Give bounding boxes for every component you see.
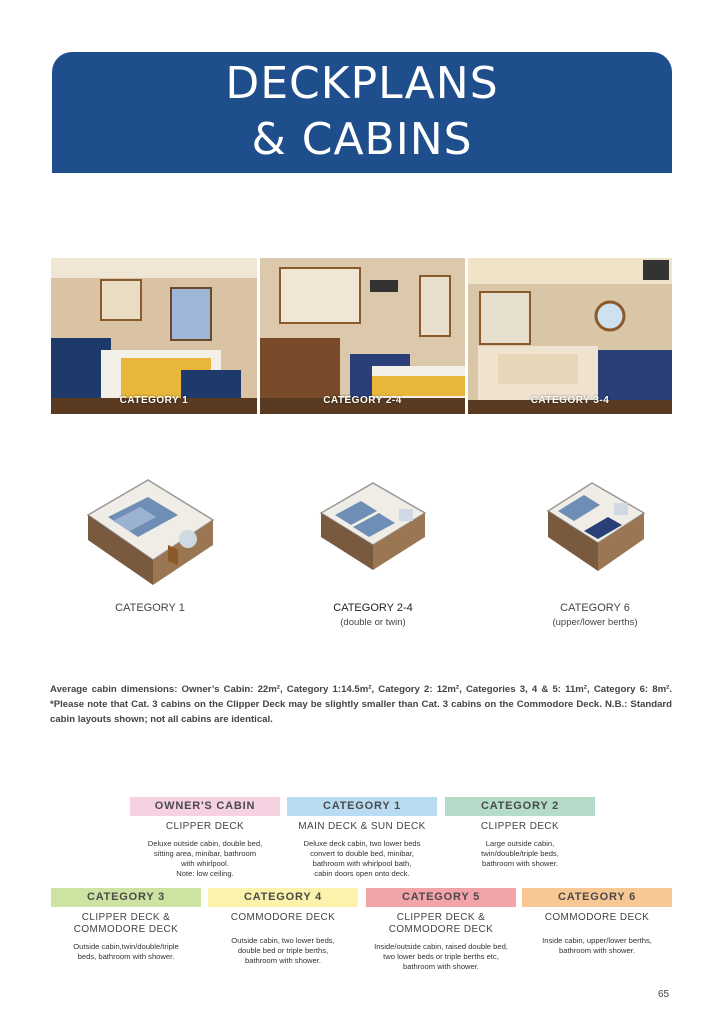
category-tag: CATEGORY 2 [445,797,595,816]
photo-caption: CATEGORY 1 [119,395,189,406]
category-3 [51,888,201,962]
category-tag: CATEGORY 5 [366,888,516,907]
category-tag: CATEGORY 1 [287,797,437,816]
page-title-line-1: DECKPLANS [225,58,499,109]
category-description: Outside cabin, two lower beds, double bed or triple berths, bathroom with shower. [231,936,335,965]
category-tag: OWNER'S CABIN [130,797,280,816]
page-title-line-2: & CABINS [251,114,473,165]
category-6 [522,888,672,956]
category-deck: COMMODORE DECK [544,912,650,923]
cabin-plan-category-6 [540,475,650,595]
category-1 [287,797,437,879]
cabin-photo-category-1 [51,258,257,414]
category-description: Large outside cabin, twin/double/triple beds, bathroom with shower. [481,839,559,868]
category-description: Inside/outside cabin, raised double bed, two lower beds or triple berths etc, bathroom with shower. [374,942,508,971]
page-number: 65 [658,989,670,1000]
cabin-plan-category-1 [78,475,218,595]
category-deck: COMMODORE DECK [230,912,336,923]
category-tag: CATEGORY 4 [208,888,358,907]
category-description: Outside cabin,twin/double/triple beds, bathroom with shower. [73,942,179,961]
category-deck: MAIN DECK & SUN DECK [298,821,426,832]
category-deck: CLIPPER DECK & COMMODORE DECK [388,912,494,935]
cabin-photo-category-3-4 [468,258,672,414]
category-5 [366,888,516,972]
cabin-dimensions-note: Average cabin dimensions: Owner’s Cabin: 22m², Category 1:14.5m², Category 2: 12m², Categories 3, 4 & 5: 11m², Category 6: 8m². *Please note that Cat. 3 cabins on the Clipper Deck may be slightly smaller than Cat. 3 cabins on the Commodore Deck. N.B.: Standard cabin layouts shown; not all cabins are identical. [50,684,672,725]
cabin-photo-category-2-4 [260,258,465,414]
title-banner [52,52,672,173]
photo-caption: CATEGORY 3-4 [530,395,610,406]
category-deck: CLIPPER DECK [480,821,560,832]
plan-sub-category-6: (upper/lower berths) [552,617,638,628]
category-4 [208,888,358,966]
category-deck: CLIPPER DECK [165,821,245,832]
plan-label-category-1: CATEGORY 1 [115,602,185,614]
category-tag: CATEGORY 3 [51,888,201,907]
category-deck: CLIPPER DECK & COMMODORE DECK [73,912,179,935]
category-description: Inside cabin, upper/lower berths, bathroom with shower. [542,936,652,955]
category-owners-cabin [130,797,280,879]
category-tag: CATEGORY 6 [522,888,672,907]
cabin-plan-category-2-4 [313,475,431,595]
photo-caption: CATEGORY 2-4 [323,395,402,406]
plan-label-category-6: CATEGORY 6 [560,602,630,614]
category-description: Deluxe outside cabin, double bed, sitting area, minibar, bathroom with whirlpool. Note: low ceiling. [147,839,263,878]
plan-sub-category-2-4: (double or twin) [340,617,406,628]
plan-label-category-2-4: CATEGORY 2-4 [333,602,413,614]
category-2 [445,797,595,869]
category-description: Deluxe deck cabin, two lower beds convert to double bed, minibar, bathroom with whirlpool bath, cabin doors open onto deck. [303,839,421,878]
